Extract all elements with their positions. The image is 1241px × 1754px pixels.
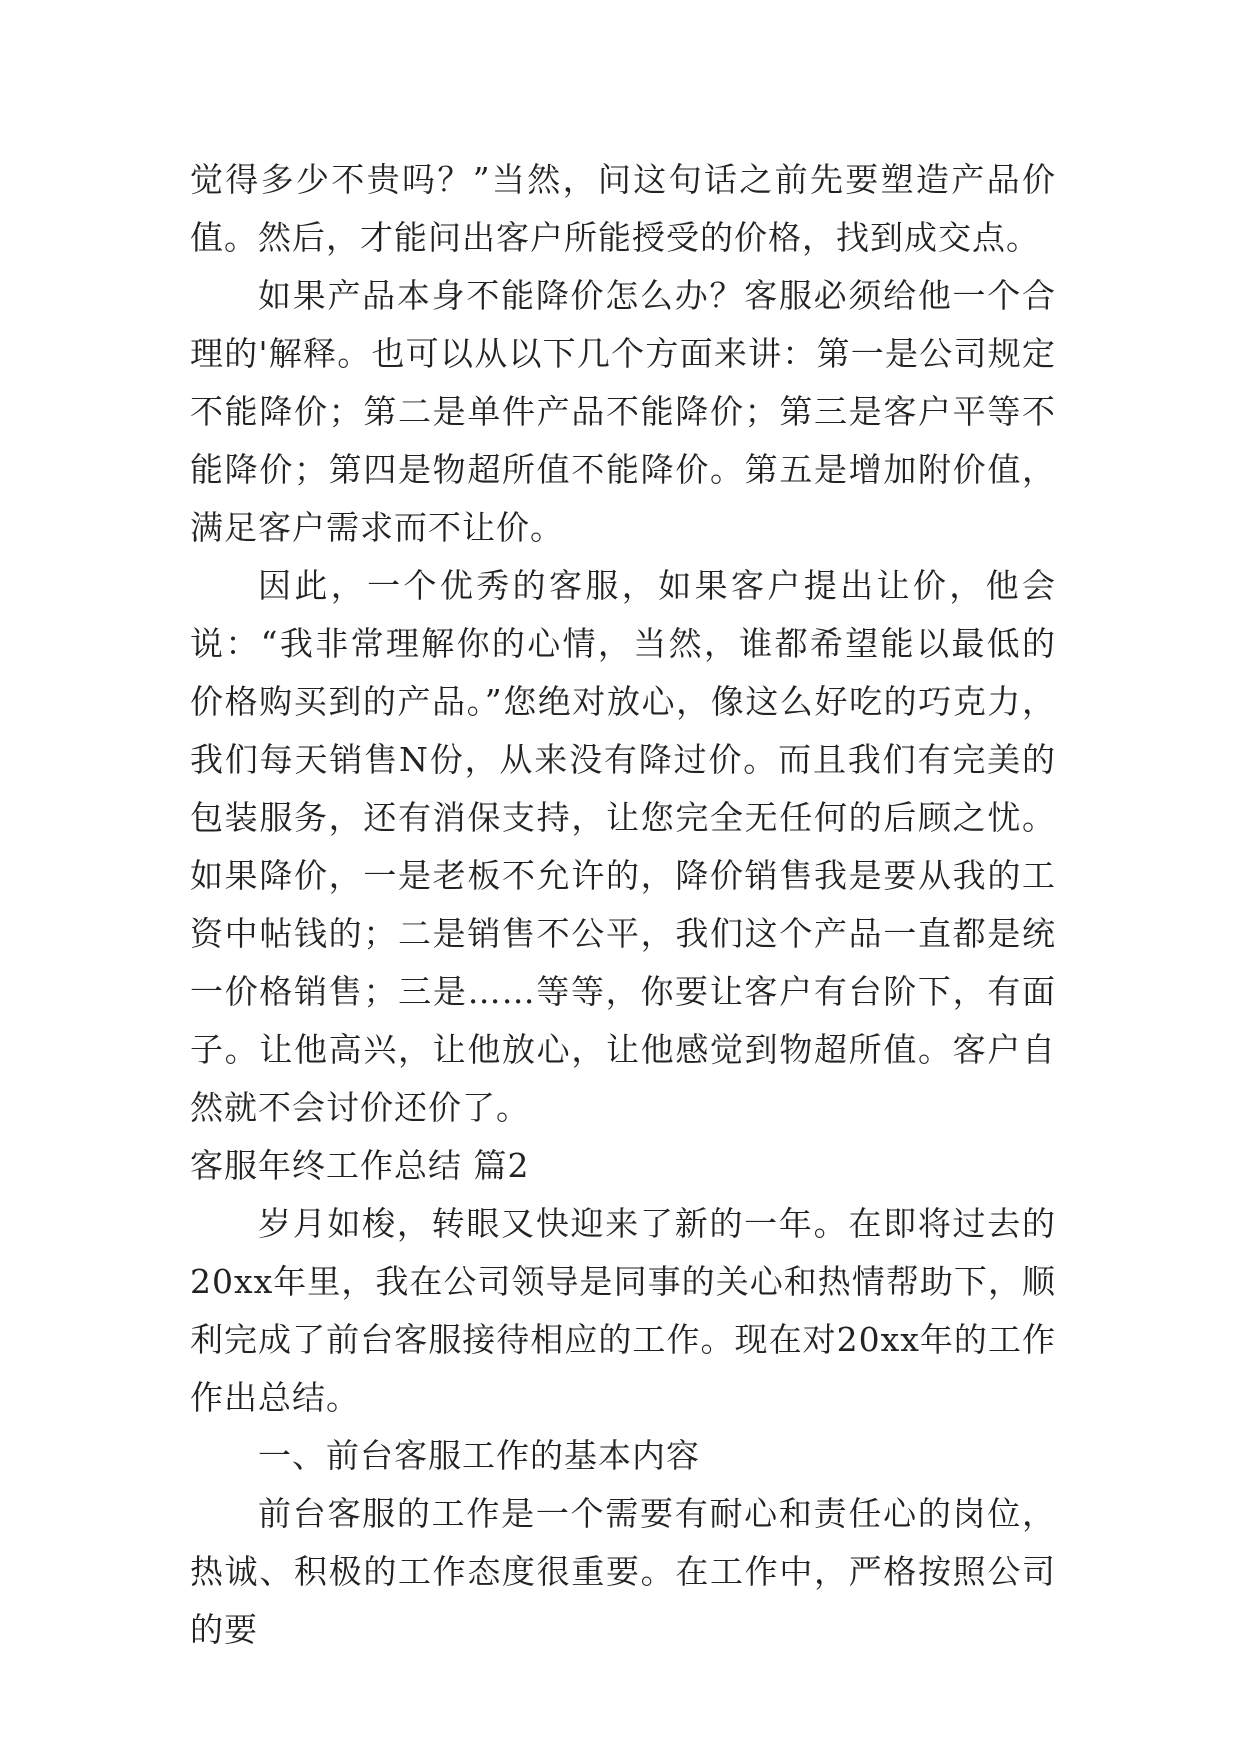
paragraph-continuation: 觉得多少不贵吗？”当然，问这句话之前先要塑造产品价值。然后，才能问出客户所能授受的价格，找到成交点。: [190, 160, 1056, 257]
paragraph-year-intro: 岁月如梭，转眼又快迎来了新的一年。在即将过去的20xx年里，我在公司领导是同事的关心和热情帮助下，顺利完成了前台客服接待相应的工作。现在对20xx年的工作作出总结。: [190, 1204, 1056, 1417]
subsection-heading: 一、前台客服工作的基本内容: [258, 1436, 700, 1475]
section-title: 客服年终工作总结 篇2: [190, 1146, 530, 1185]
paragraph-front-desk: 前台客服的工作是一个需要有耐心和责任心的岗位，热诚、积极的工作态度很重要。在工作中，严格按照公司的要: [190, 1494, 1056, 1649]
paragraph-excellent-service: 因此，一个优秀的客服，如果客户提出让价，他会说：“我非常理解你的心情，当然，谁都希望能以最低的价格购买到的产品。”您绝对放心，像这么好吃的巧克力，我们每天销售N份，从来没有降过价。而且我们有完美的包装服务，还有消保支持，让您完全无任何的后顾之忧。如果降价，一是老板不允许的，降价销售我是要从我的工资中帖钱的；二是销售不公平，我们这个产品一直都是统一价格销售；三是……等等，你要让客户有台阶下，有面子。让他高兴，让他放心，让他感觉到物超所值。客户自然就不会讨价还价了。: [190, 566, 1056, 1127]
paragraph-price-explanation: 如果产品本身不能降价怎么办？客服必须给他一个合理的'解释。也可以从以下几个方面来讲：第一是公司规定不能降价；第二是单件产品不能降价；第三是客户平等不能降价；第四是物超所值不能降价。第五是增加附价值，满足客户需求而不让价。: [190, 276, 1056, 547]
document-page: [190, 151, 1056, 1659]
